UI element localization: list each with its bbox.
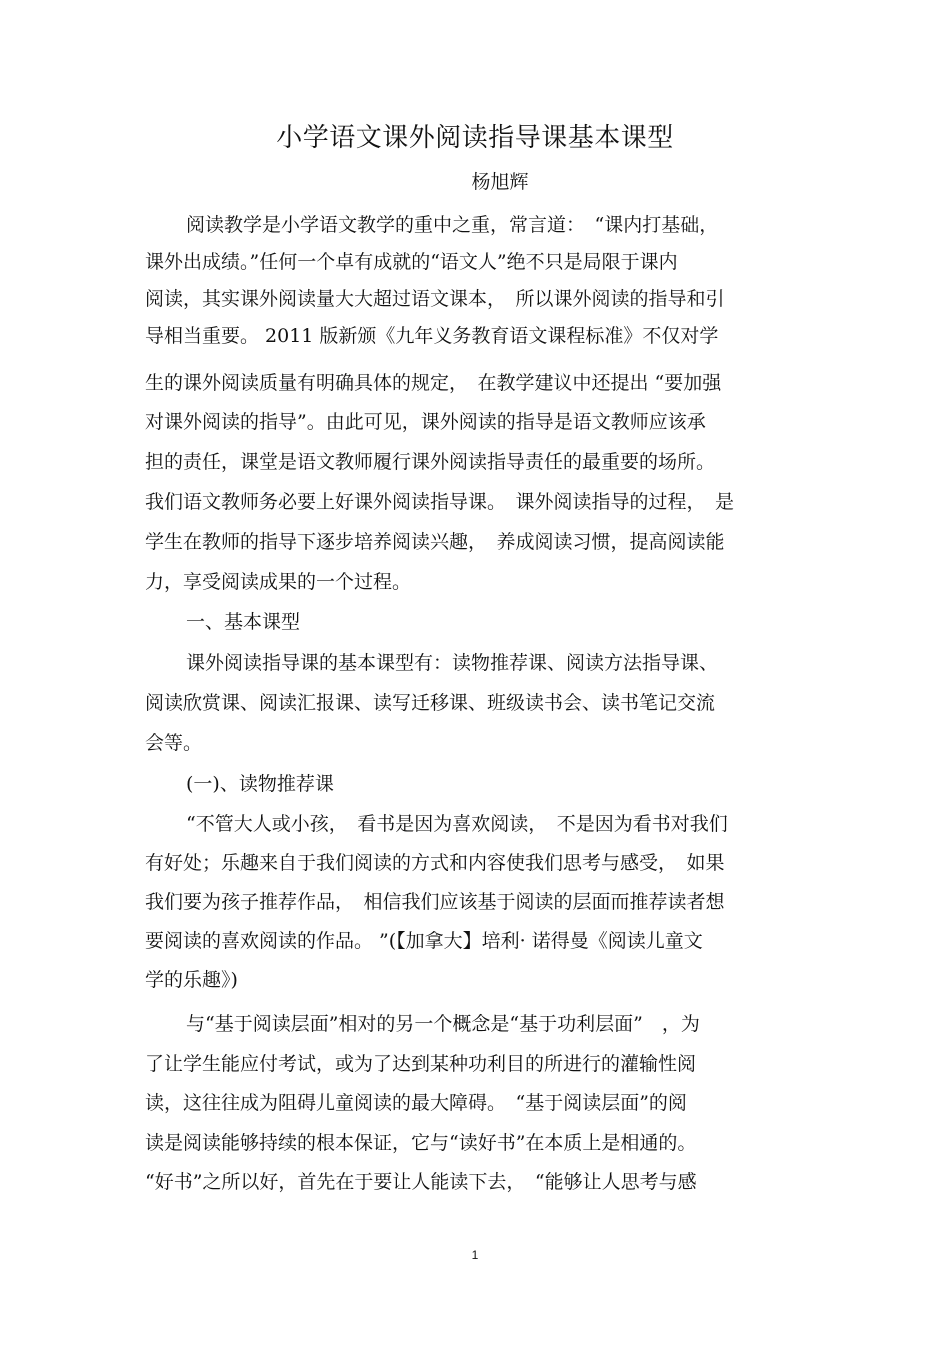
paragraph-line: 我们语文教师务必要上好课外阅读指导课。 课外阅读指导的过程， 是 bbox=[145, 491, 735, 513]
paragraph-line: 课外阅读指导课的基本课型有：读物推荐课、阅读方法指导课、 bbox=[186, 652, 719, 674]
paragraph-line: 读，这往往成为阻碍儿童阅读的最大障碍。 “基于阅读层面”的阅 bbox=[145, 1092, 687, 1114]
paragraph-line: 阅读，其实课外阅读量大大超过语文课本， 所以课外阅读的指导和引 bbox=[145, 288, 725, 310]
quote-line: 我们要为孩子推荐作品， 相信我们应该基于阅读的层面而推荐读者想 bbox=[145, 891, 725, 913]
document-author: 杨旭辉 bbox=[471, 171, 529, 193]
document-title: 小学语文课外阅读指导课基本课型 bbox=[276, 123, 674, 153]
paragraph-line: 读是阅读能够持续的根本保证，它与“读好书”在本质上是相通的。 bbox=[145, 1132, 697, 1154]
page-number: 1 bbox=[471, 1248, 479, 1262]
quote-line: “不管大人或小孩， 看书是因为喜欢阅读， 不是因为看书对我们 bbox=[186, 813, 728, 835]
paragraph-line: 力，享受阅读成果的一个过程。 bbox=[145, 571, 412, 593]
paragraph-line: 担的责任，课堂是语文教师履行课外阅读指导责任的最重要的场所。 bbox=[145, 451, 716, 473]
paragraph-line: 了让学生能应付考试，或为了达到某种功利目的所进行的灌输性阅 bbox=[145, 1053, 697, 1075]
paragraph-line: 生的课外阅读质量有明确具体的规定， 在教学建议中还提出 “要加强 bbox=[145, 372, 722, 394]
paragraph-line: 课外出成绩。”任何一个卓有成就的“语文人”绝不只是局限于课内 bbox=[145, 251, 678, 273]
section-heading: 一、基本课型 bbox=[186, 611, 301, 633]
paragraph-line: 会等。 bbox=[145, 732, 203, 754]
quote-line: 有好处；乐趣来自于我们阅读的方式和内容使我们思考与感受， 如果 bbox=[145, 852, 725, 874]
paragraph-line: 阅读教学是小学语文教学的重中之重，常言道： “课内打基础， bbox=[186, 214, 719, 236]
paragraph-line: 阅读欣赏课、阅读汇报课、读写迁移课、班级读书会、读书笔记交流 bbox=[145, 692, 716, 714]
paragraph-line: 导相当重要。 2011 版新颁《九年义务教育语文课程标准》不仅对学 bbox=[145, 325, 719, 347]
paragraph-line: 学生在教师的指导下逐步培养阅读兴趣， 养成阅读习惯，提高阅读能 bbox=[145, 531, 725, 553]
paragraph-line: 与“基于阅读层面”相对的另一个概念是“基于功利层面” ，为 bbox=[186, 1013, 700, 1035]
subsection-heading: (一)、读物推荐课 bbox=[186, 773, 334, 795]
quote-line: 要阅读的喜欢阅读的作品。 ”(【加拿大】培利· 诺得曼《阅读儿童文 bbox=[145, 930, 703, 952]
paragraph-line: 对课外阅读的指导”。由此可见，课外阅读的指导是语文教师应该承 bbox=[145, 411, 706, 433]
quote-line: 学的乐趣》) bbox=[145, 969, 238, 991]
paragraph-line: “好书”之所以好，首先在于要让人能读下去， “能够让人思考与感 bbox=[145, 1171, 697, 1193]
